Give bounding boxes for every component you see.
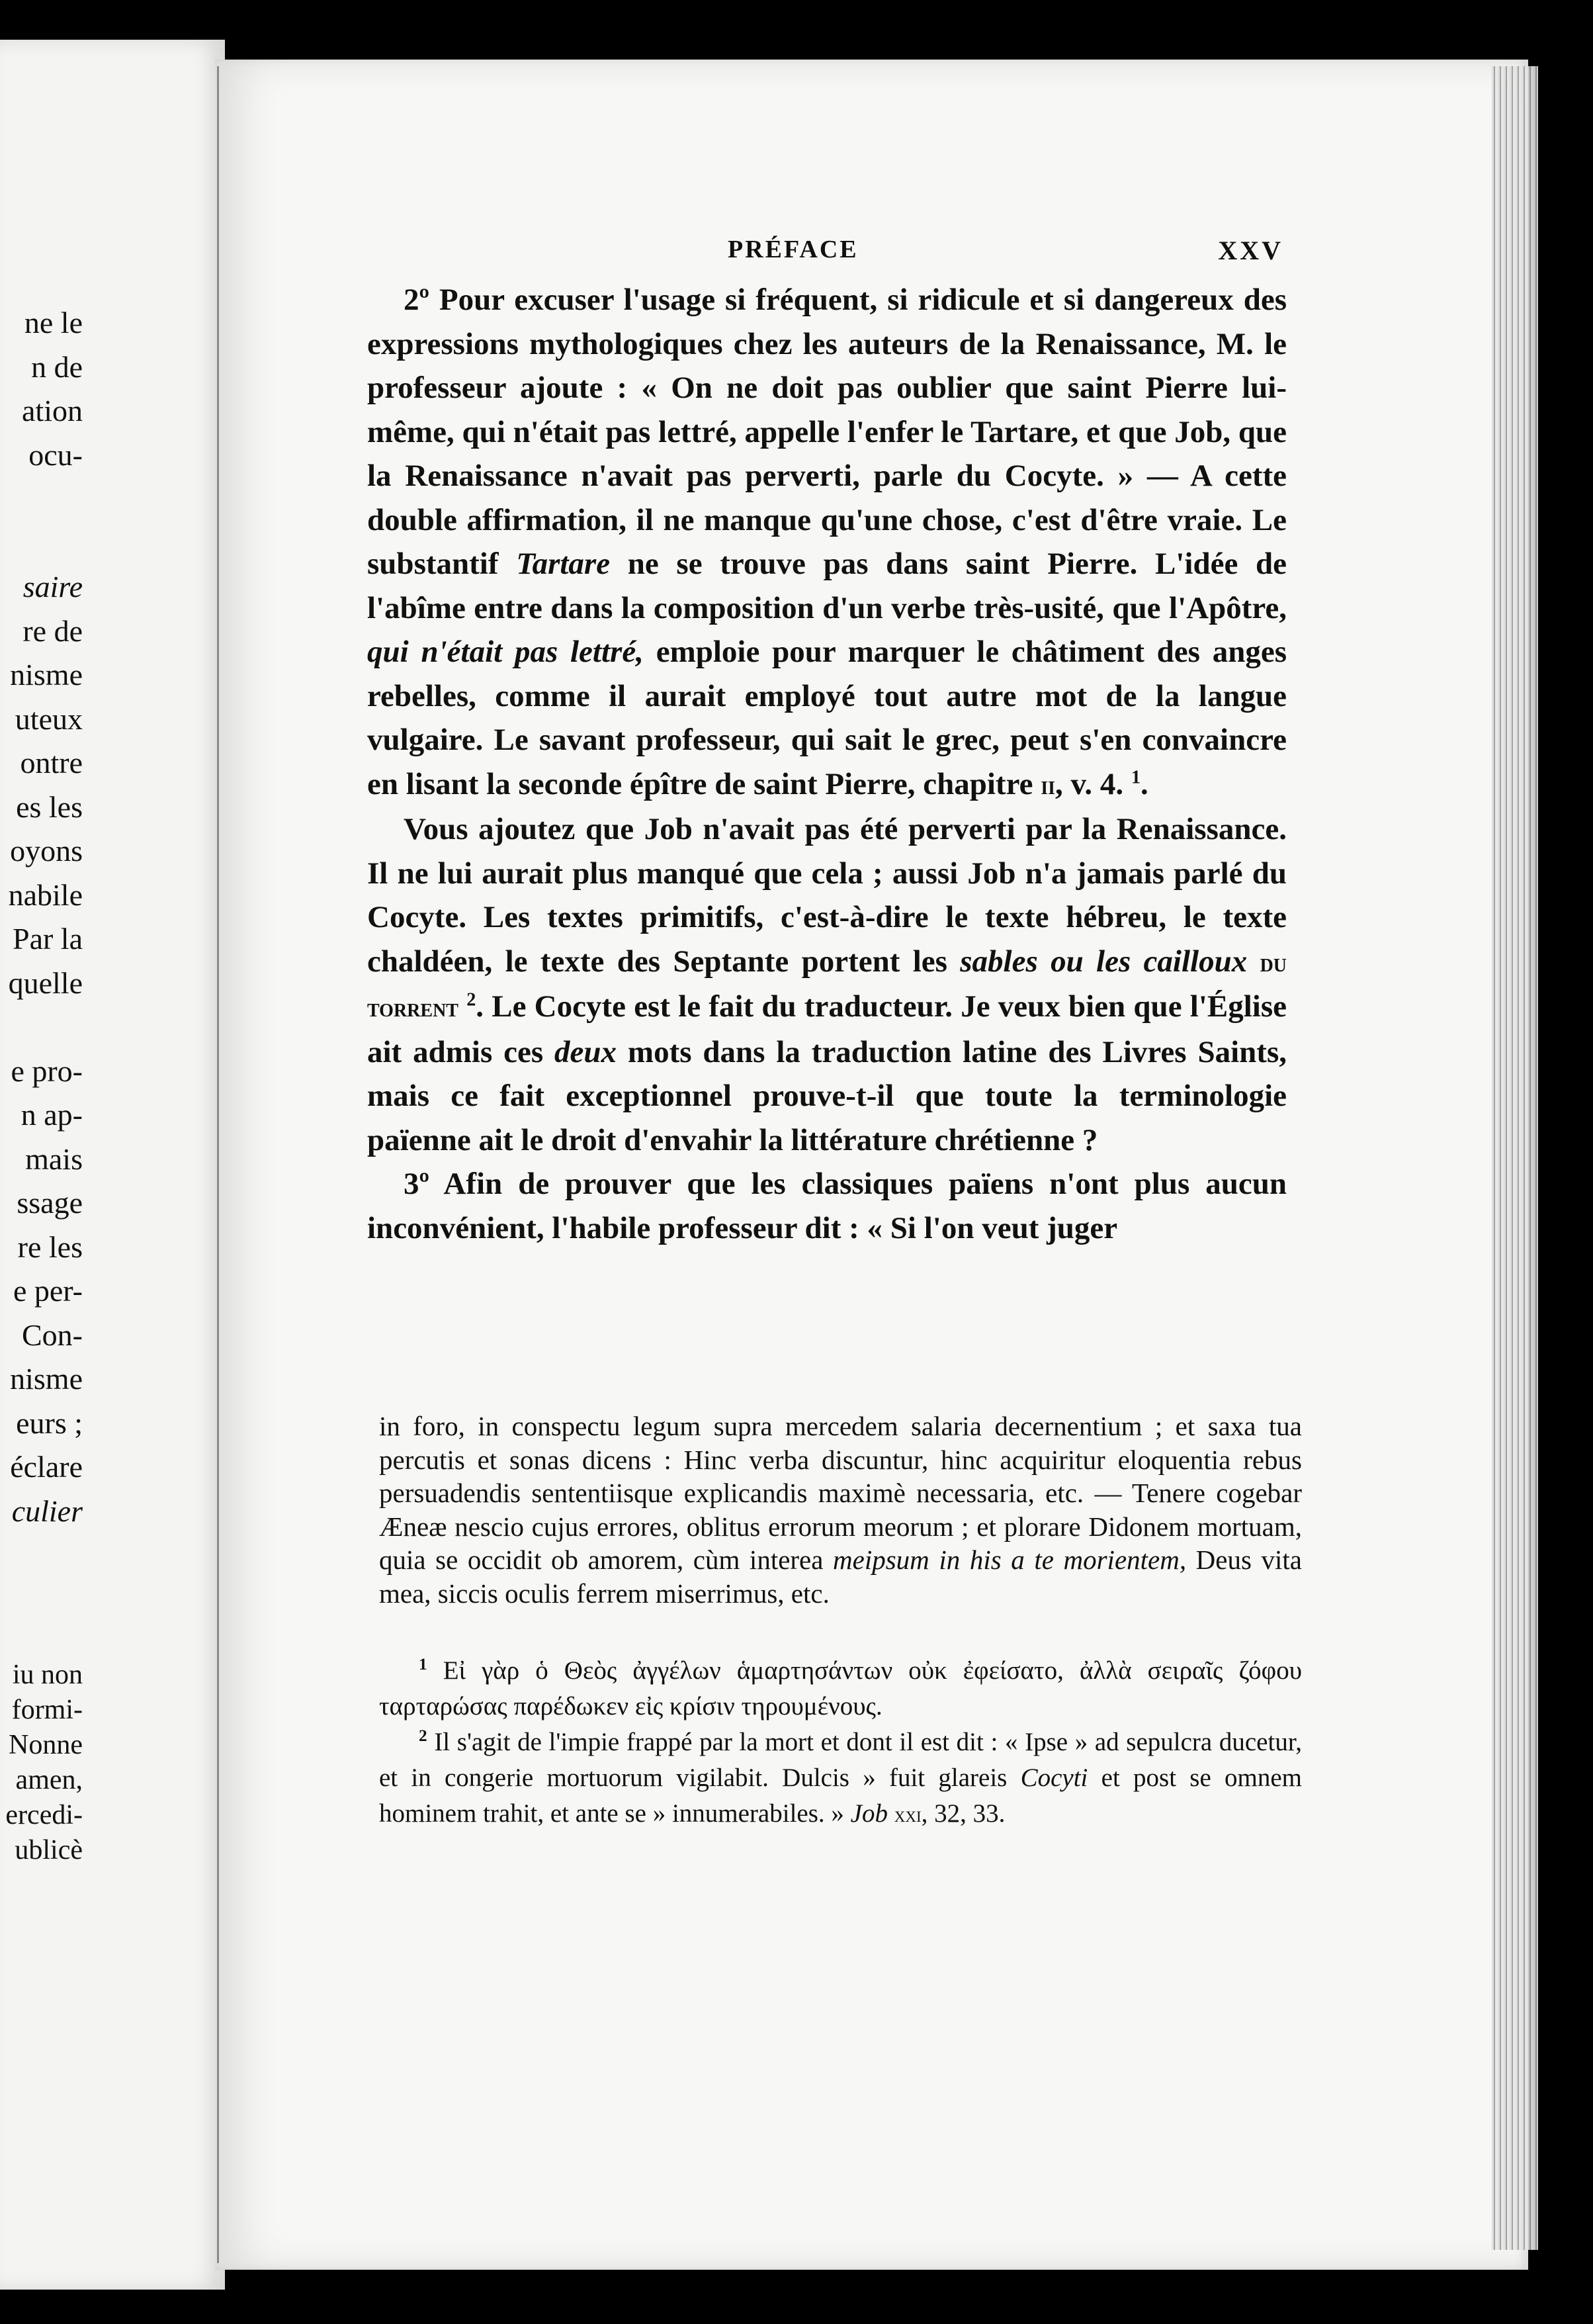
- left-fragment: eurs ;: [16, 1406, 83, 1440]
- left-fragment: formi-: [11, 1695, 83, 1725]
- main-body: [367, 278, 1287, 1250]
- left-fragment: n ap-: [21, 1098, 83, 1132]
- page-edges: [1492, 66, 1538, 2250]
- left-fragment: n de: [31, 349, 83, 384]
- page-header: [728, 235, 1283, 275]
- footnotes: [379, 1653, 1302, 1833]
- left-page-text-block-1: [0, 301, 83, 1578]
- running-title: PRÉFACE: [728, 236, 859, 263]
- left-fragment: Par la: [12, 922, 83, 956]
- left-fragment: re de: [22, 613, 83, 648]
- left-fragment: saire: [22, 570, 83, 603]
- left-fragment: nisme: [10, 1362, 83, 1396]
- left-fragment: ercedi-: [5, 1800, 83, 1830]
- left-fragment: iu non: [12, 1660, 83, 1690]
- paragraph-2: Vous ajoutez que Job n'avait pas été perverti par la Renaissance. Il ne lui aurait plus manqué que cela ; aussi Job n'a jamais parlé du Cocyte. Les textes primitifs, c'est-à-dire le texte hébreu, le texte chaldéen, le texte des Septante portent les sables ou les cailloux du torrent $^2$. Le Cocyte est le fait du traducteur. Je veux bien que l'Église ait admis ces deux mots dans la traduction latine des Livres Saints, mais ce fait exceptionnel prouve-t-il que toute la terminologie païenne ait le droit d'envahir la littérature chrétienne ?: [367, 812, 1287, 1157]
- left-fragment: Nonne: [9, 1730, 83, 1760]
- left-fragment: ssage: [17, 1186, 83, 1220]
- footnote-2: $^2$ Il s'agit de l'impie frappé par la mort et dont il est dit : « Ipse » ad sepulcra ducetur, et in congerie mortuorum vigilabit. Dulcis » fuit glareis Cocyti et post se omnem hominem trahit, et ante se » innumerabiles. » Job xxi, 32, 33.: [379, 1726, 1303, 1828]
- latin-quote: in foro, in conspectu legum supra mercedem salaria decernentium ; et saxa tua percutis et sonas dicens : Hinc verba discuntur, hinc acquiritur eloquentia rebus persuadendis sententiisque explicandis maximè necessaria, etc. — Tenere cogebar Æneæ nescio cujus errores, oblitus errorum meorum ; et plorare Didonem mortuam, quia se occidit ob amorem, cùm interea meipsum in his a te morientem, Deus vita mea, siccis oculis ferrem miserrimus, etc.: [379, 1411, 1302, 1609]
- left-fragment: e pro-: [11, 1053, 83, 1088]
- left-fragment: ne le: [24, 306, 83, 339]
- left-fragment: Con-: [22, 1318, 83, 1352]
- left-fragment: ocu-: [28, 437, 83, 472]
- footnote-ref: 1: [1131, 766, 1141, 787]
- left-fragment: éclare: [10, 1450, 83, 1484]
- left-fragment: oyons: [10, 834, 83, 868]
- left-fragment: ontre: [20, 746, 83, 780]
- left-fragment: mais: [25, 1141, 83, 1176]
- left-fragment: re les: [17, 1229, 83, 1264]
- book-gutter: [217, 66, 219, 2263]
- left-fragment: e per-: [13, 1274, 83, 1308]
- left-fragment: quelle: [8, 965, 83, 1000]
- left-fragment: nisme: [10, 658, 83, 692]
- left-fragment: ation: [22, 394, 83, 427]
- footnote-ref: 2: [466, 989, 476, 1010]
- footnote-1: $^1$ Εἰ γὰρ ὁ Θεὸς ἀγγέλων ἁμαρτησάντων οὐκ ἐφείσατο, ἀλλὰ σειραῖς ζόφου ταρταρώσας παρέδωκεν εἰς κρίσιν τηρουμένους.: [379, 1655, 1303, 1721]
- page-number: XXV: [1218, 236, 1283, 265]
- left-fragment: nabile: [8, 877, 83, 912]
- left-page-text-block-4: [0, 1658, 83, 1868]
- left-fragment: uteux: [15, 701, 83, 736]
- left-fragment: ublicè: [15, 1835, 83, 1865]
- paragraph-1: 2º Pour excuser l'usage si fréquent, si ridicule et si dangereux des expressions mythologiques chez les auteurs de la Renaissance, M. le professeur ajoute : « On ne doit pas oublier que saint Pierre lui-même, qui n'était pas lettré, appelle l'enfer le Tartare, et que Job, que la Renaissance n'avait pas perverti, parle du Cocyte. » — A cette double affirmation, il ne manque qu'une chose, c'est d'être vraie. Le substantif Tartare ne se trouve pas dans saint Pierre. L'idée de l'abîme entre dans la composition d'un verbe très-usité, que l'Apôtre, qui n'était pas lettré, emploie pour marquer le châtiment des anges rebelles, comme il aurait employé tout autre mot de la langue vulgaire. Le savant professeur, qui sait le grec, peut s'en convaincre en lisant la seconde épître de saint Pierre, chapitre ii, v. 4. $^1$.: [367, 283, 1287, 801]
- left-fragment: es les: [16, 789, 83, 824]
- paragraph-3: 3º Afin de prouver que les classiques païens n'ont plus aucun inconvénient, l'habile professeur dit : « Si l'on veut juger: [367, 1167, 1287, 1245]
- left-fragment: amen,: [15, 1765, 83, 1795]
- left-fragment: culier: [11, 1494, 83, 1528]
